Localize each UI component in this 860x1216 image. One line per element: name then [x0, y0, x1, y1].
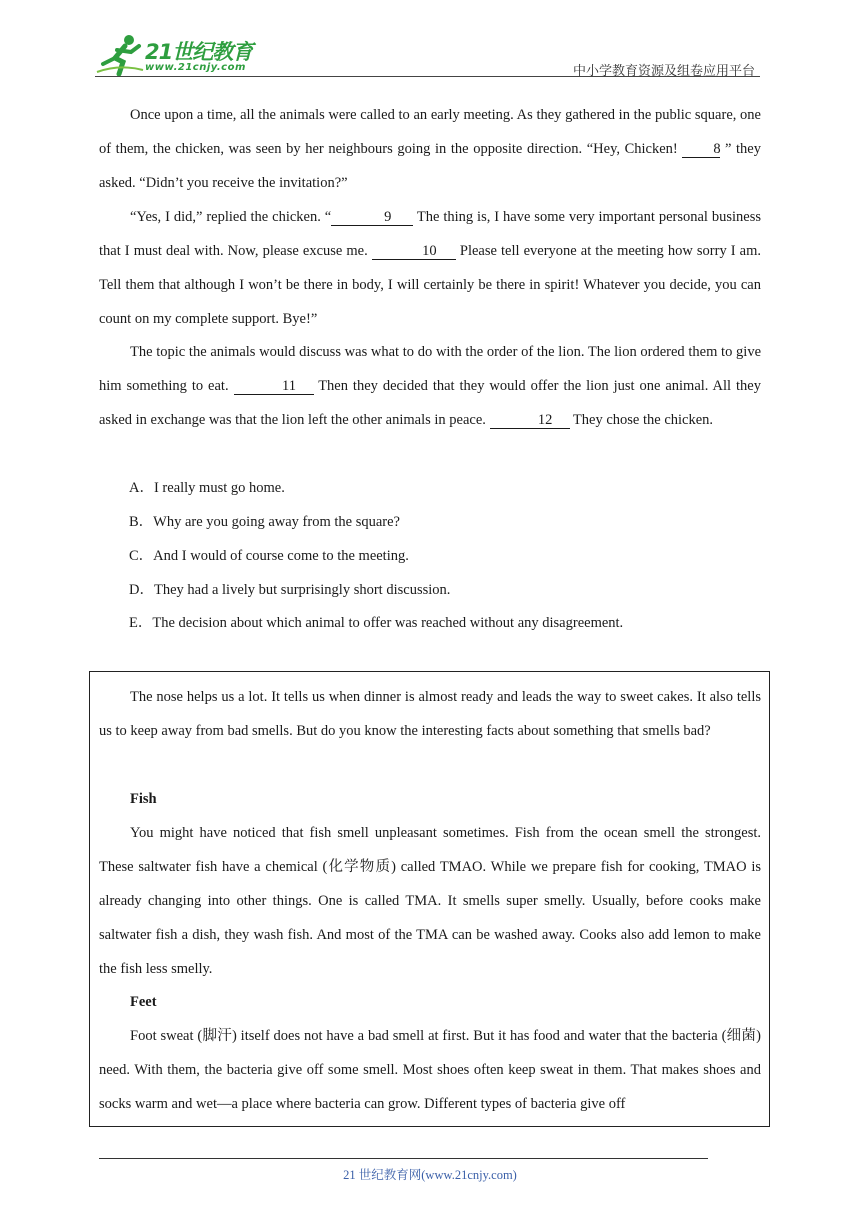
option-b: B．Why are you going away from the square?	[129, 514, 400, 530]
text: The topic the animals would discuss was what to do with the order of the lion. The lion ordered them to give him something to eat.	[99, 344, 761, 394]
page-header	[0, 0, 860, 80]
text: Please tell everyone at the meeting how sorry I am. Tell them that although I won’t be there in body, I will certainly be there in spirit! Whatever you decide, you can count on my complete support. Bye!”	[99, 243, 761, 327]
blank-8: 8	[682, 141, 720, 158]
option-e: E．The decision about which animal to offer was reached without any disagreement.	[129, 615, 624, 631]
blank-11: 11	[234, 378, 314, 395]
logo-url: www.21cnjy.com	[145, 62, 246, 73]
header-tagline: 中小学教育资源及组卷应用平台	[572, 64, 755, 79]
blank-9: 9	[331, 209, 413, 226]
feet-paragraph: Foot sweat (脚汗) itself does not have a bad smell at first. But it has food and water that the bacteria (细菌) need. With them, the bacteria give off some smell. Most shoes often keep sweat in them. That makes shoes and socks warm and wet—a place where bacteria can grow. Different types of bacteria give off	[99, 1028, 761, 1112]
blank-10: 10	[372, 243, 456, 260]
fish-paragraph: You might have noticed that fish smell unpleasant sometimes. Fish from the ocean smell the strongest. These saltwater fish have a chemical (化学物质) called TMAO. While we prepare fish for cooking, TMAO is already changing into other things. One is called TMA. It smells super smelly. Usually, before cooks make saltwater fish a dish, they wash fish. And most of the TMA can be washed away. Cooks also add lemon to make the fish less smelly.	[99, 825, 761, 977]
text: “Yes, I did,” replied the chicken. “	[130, 209, 332, 225]
option-d: D．They had a lively but surprisingly short discussion.	[129, 582, 451, 598]
passage2-intro: The nose helps us a lot. It tells us when dinner is almost ready and leads the way to sweet cakes. It also tells us to keep away from bad smells. But do you know the interesting facts about something that smells bad?	[99, 689, 761, 739]
passage2-box	[89, 671, 770, 1127]
option-c: C．And I would of course come to the meeting.	[129, 548, 409, 564]
text: They chose the chicken.	[569, 412, 714, 428]
feet-heading: Feet	[130, 994, 157, 1010]
text: The thing is, I have some very important personal business that I must deal with. Now, please excuse me.	[99, 209, 761, 259]
footer-divider	[99, 1158, 708, 1159]
blank-12: 12	[490, 412, 570, 429]
header-divider	[95, 76, 760, 77]
passage1-paragraph2	[99, 200, 761, 336]
passage1-paragraph1	[99, 98, 761, 200]
runner-icon	[95, 34, 145, 76]
site-logo	[95, 34, 265, 78]
fish-heading: Fish	[130, 791, 157, 807]
text: ” they asked. “Didn’t you receive the invitation?”	[99, 141, 761, 191]
logo-text: 21世纪教育	[145, 40, 253, 64]
text: Then they decided that they would offer the lion just one animal. All they asked in exchange was that the lion left the other animals in peace.	[99, 378, 761, 428]
passage1-paragraph3	[99, 335, 761, 437]
option-a: A．I really must go home.	[129, 480, 285, 496]
text: Once upon a time, all the animals were called to an early meeting. As they gathered in the public square, one of them, the chicken, was seen by her neighbours going in the opposite direction. “Hey, Chicken!	[99, 107, 761, 157]
footer-text: 21 世纪教育网(www.21cnjy.com)	[343, 1168, 517, 1182]
